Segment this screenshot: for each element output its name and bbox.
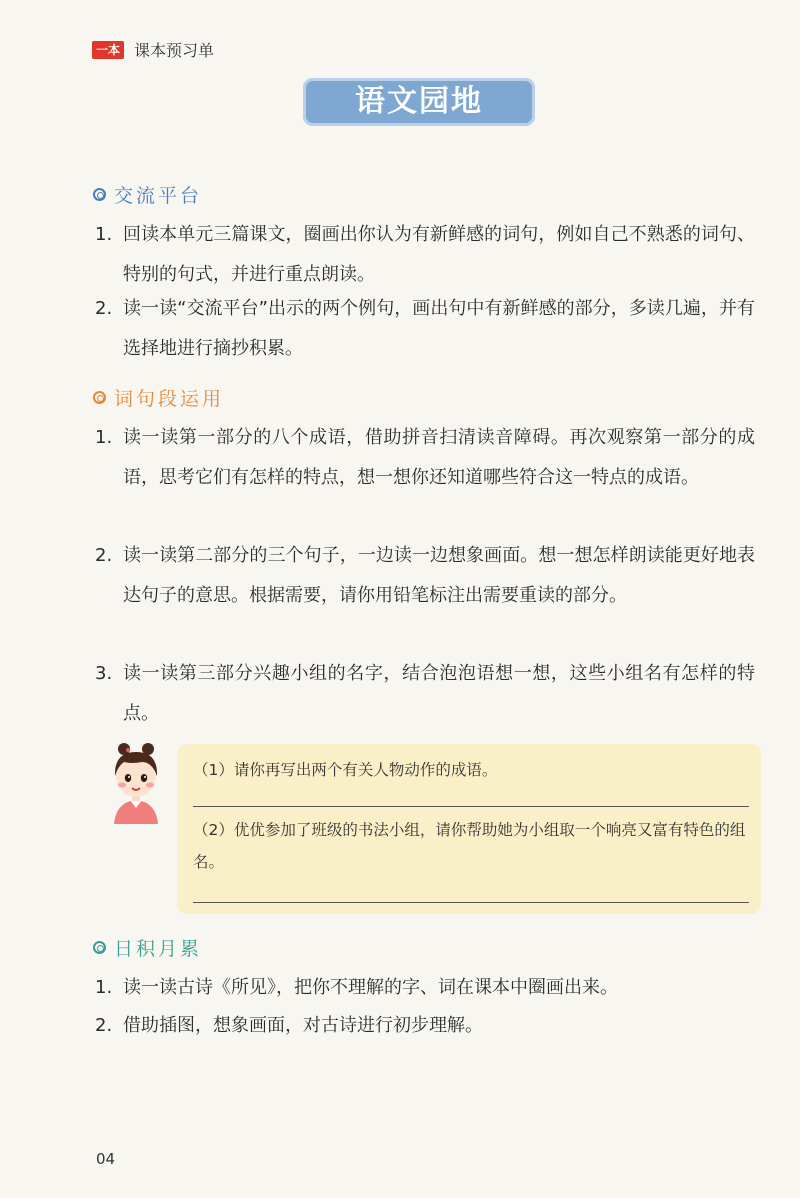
item-number: 1.	[95, 427, 113, 448]
section-heading-text: 词句段运用	[114, 388, 225, 410]
page-title: 语文园地	[355, 84, 483, 119]
item-text: 读一读“交流平台”出示的两个例句，画出句中有新鲜感的部分，多读几遍，并有选择地进行摘抄积累。	[123, 298, 755, 359]
item-number: 2.	[95, 545, 113, 566]
section-heading-text: 日积月累	[114, 938, 203, 960]
item-number: 1.	[95, 977, 113, 998]
answer-line[interactable]	[193, 806, 749, 807]
list-item	[95, 215, 755, 295]
list-item	[95, 536, 755, 616]
item-text: 读一读第二部分的三个句子，一边读一边想象画面。想一想怎样朗读能更好地表达句子的意思。根据需要，请你用铅笔标注出需要重读的部分。	[123, 545, 755, 606]
page-header	[92, 38, 214, 61]
list-item	[95, 968, 755, 1008]
section-heading-text: 交流平台	[114, 185, 203, 207]
header-title: 课本预习单	[134, 41, 215, 60]
double-circle-icon	[93, 391, 106, 404]
page-number: 04	[96, 1150, 116, 1168]
page-title-banner	[303, 78, 535, 126]
item-text: 读一读第一部分的八个成语，借助拼音扫清读音障碍。再次观察第一部分的成语，思考它们有怎样的特点，想一想你还知道哪些符合这一特点的成语。	[123, 427, 755, 488]
double-circle-icon	[93, 941, 106, 954]
brand-badge: 一本	[92, 41, 124, 59]
tip-question-1: （1）请你再写出两个有关人物动作的成语。	[193, 761, 498, 779]
list-item	[95, 1006, 755, 1046]
girl-character-icon	[102, 740, 170, 826]
tip-box	[177, 744, 761, 914]
item-number: 2.	[95, 1015, 113, 1036]
item-number: 3.	[95, 663, 113, 684]
list-item	[95, 418, 755, 498]
answer-line[interactable]	[193, 902, 749, 903]
double-circle-icon	[93, 188, 106, 201]
item-number: 1.	[95, 224, 113, 245]
list-item	[95, 654, 755, 734]
item-text: 回读本单元三篇课文，圈画出你认为有新鲜感的词句，例如自己不熟悉的词句、特别的句式，并进行重点朗读。	[123, 224, 755, 285]
item-number: 2.	[95, 298, 113, 319]
item-text: 读一读古诗《所见》，把你不理解的字、词在课本中圈画出来。	[123, 977, 618, 998]
section-heading-sentence-use	[93, 384, 224, 411]
item-text: 借助插图，想象画面，对古诗进行初步理解。	[123, 1015, 483, 1036]
tip-question-2: （2）优优参加了班级的书法小组，请你帮助她为小组取一个响亮又富有特色的组名。	[193, 821, 746, 871]
section-heading-exchange	[93, 181, 202, 208]
list-item	[95, 289, 755, 369]
section-heading-daily-accumulation	[93, 934, 202, 961]
item-text: 读一读第三部分兴趣小组的名字，结合泡泡语想一想，这些小组名有怎样的特点。	[123, 663, 755, 724]
